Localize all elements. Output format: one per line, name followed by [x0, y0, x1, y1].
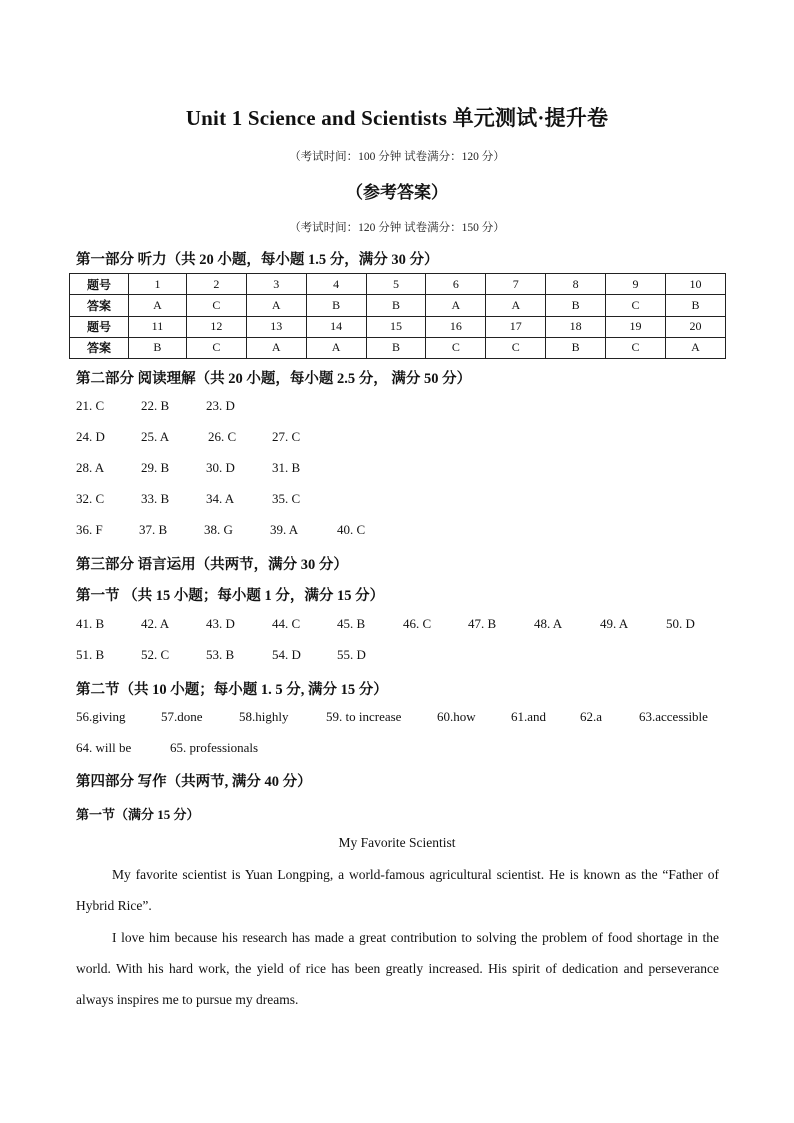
table-row — [70, 316, 726, 337]
table-cell: 9 — [606, 274, 666, 295]
answer-item: 36. F — [76, 522, 103, 537]
table-cell: 11 — [129, 316, 187, 337]
answer-item: 54. D — [272, 647, 301, 662]
table-cell: A — [246, 295, 306, 316]
table-cell: B — [546, 295, 606, 316]
table-cell: 19 — [606, 316, 666, 337]
table-cell: C — [606, 295, 666, 316]
answer-item: 30. D — [206, 460, 235, 475]
table-cell: B — [366, 337, 426, 358]
table-cell: 1 — [129, 274, 187, 295]
answer-item: 29. B — [141, 460, 170, 475]
table-cell: 4 — [306, 274, 366, 295]
table-cell: 15 — [366, 316, 426, 337]
table-row-header: 题号 — [70, 274, 129, 295]
table-cell: C — [186, 337, 246, 358]
table-row-header: 题号 — [70, 316, 129, 337]
answer-item: 48. A — [534, 616, 563, 631]
answer-item: 58.highly — [239, 709, 289, 724]
table-cell: 20 — [666, 316, 726, 337]
essay-title: My Favorite Scientist — [338, 835, 456, 850]
table-cell: C — [426, 337, 486, 358]
table-row-header: 答案 — [70, 295, 129, 316]
table-cell: 3 — [246, 274, 306, 295]
table-cell: 6 — [426, 274, 486, 295]
answer-item: 57.done — [161, 709, 203, 724]
answer-item: 27. C — [272, 429, 301, 444]
answer-item: 59. to increase — [326, 709, 402, 724]
table-cell: 5 — [366, 274, 426, 295]
answer-item: 52. C — [141, 647, 170, 662]
part3-section2-heading: 第二节（共 10 小题；每小题 1. 5 分, 满分 15 分） — [76, 682, 388, 698]
part2-heading: 第二部分 阅读理解（共 20 小题，每小题 2.5 分， 满分 50 分） — [76, 371, 472, 387]
answer-item: 31. B — [272, 460, 301, 475]
exam-info-1: （考试时间：100 分钟 试卷满分：120 分） — [289, 151, 505, 163]
answer-item: 53. B — [206, 647, 235, 662]
table-cell: B — [306, 295, 366, 316]
answer-item: 38. G — [204, 522, 233, 537]
table-cell: 10 — [666, 274, 726, 295]
table-cell: B — [366, 295, 426, 316]
answer-item: 39. A — [270, 522, 299, 537]
answer-item: 28. A — [76, 460, 105, 475]
part3-heading: 第三部分 语言运用（共两节，满分 30 分） — [76, 557, 348, 573]
answer-item: 26. C — [208, 429, 237, 444]
table-cell: A — [666, 337, 726, 358]
answer-item: 42. A — [141, 616, 170, 631]
answer-item: 21. C — [76, 398, 105, 413]
answer-item: 56.giving — [76, 709, 126, 724]
table-cell: 12 — [186, 316, 246, 337]
table-cell: A — [246, 337, 306, 358]
table-row-header: 答案 — [70, 337, 129, 358]
table-row — [70, 274, 726, 295]
answer-item: 40. C — [337, 522, 366, 537]
answer-item: 63.accessible — [639, 709, 708, 724]
answer-item: 50. D — [666, 616, 695, 631]
table-cell: 14 — [306, 316, 366, 337]
answer-item: 25. A — [141, 429, 170, 444]
table-cell: C — [486, 337, 546, 358]
answer-item: 61.and — [511, 709, 547, 724]
listening-answer-table — [69, 273, 726, 359]
answer-item: 41. B — [76, 616, 105, 631]
table-cell: 7 — [486, 274, 546, 295]
essay-paragraph: My favorite scientist is Yuan Longping, a world-famous agricultural scientist. He is known as the “Father of Hybrid Rice”. — [76, 867, 719, 913]
answer-item: 46. C — [403, 616, 432, 631]
answer-item: 23. D — [206, 398, 235, 413]
table-cell: B — [666, 295, 726, 316]
essay-paragraph: I love him because his research has made a great contribution to solving the problem of food shortage in the world. With his hard work, the yield of rice has been greatly increased. His spirit of dedication and perseverance always inspires me to pursue my dreams. — [76, 930, 719, 1007]
answer-item: 33. B — [141, 491, 170, 506]
answer-item: 45. B — [337, 616, 366, 631]
table-cell: 18 — [546, 316, 606, 337]
table-cell: 2 — [186, 274, 246, 295]
document-title: Unit 1 Science and Scientists 单元测试·提升卷 — [185, 106, 609, 130]
answer-item: 43. D — [206, 616, 235, 631]
table-row — [70, 337, 726, 358]
answer-item: 62.a — [580, 709, 603, 724]
table-cell: 16 — [426, 316, 486, 337]
part4-heading: 第四部分 写作（共两节, 满分 40 分） — [76, 774, 312, 790]
answer-item: 37. B — [139, 522, 168, 537]
answer-item: 35. C — [272, 491, 301, 506]
part1-heading: 第一部分 听力（共 20 小题，每小题 1.5 分，满分 30 分） — [76, 252, 439, 268]
table-cell: 17 — [486, 316, 546, 337]
table-cell: A — [129, 295, 187, 316]
answer-item: 32. C — [76, 491, 105, 506]
answer-item: 47. B — [468, 616, 497, 631]
table-cell: 8 — [546, 274, 606, 295]
answer-item: 60.how — [437, 709, 476, 724]
table-cell: 13 — [246, 316, 306, 337]
table-cell: C — [606, 337, 666, 358]
table-row — [70, 295, 726, 316]
table-cell: A — [426, 295, 486, 316]
answer-item: 65. professionals — [170, 740, 259, 755]
table-cell: A — [306, 337, 366, 358]
answer-item: 51. B — [76, 647, 105, 662]
answer-item: 34. A — [206, 491, 235, 506]
answer-item: 22. B — [141, 398, 170, 413]
table-cell: A — [486, 295, 546, 316]
answer-item: 49. A — [600, 616, 629, 631]
table-cell: B — [129, 337, 187, 358]
answer-item: 24. D — [76, 429, 105, 444]
table-cell: C — [186, 295, 246, 316]
part3-section1-heading: 第一节 （共 15 小题；每小题 1 分，满分 15 分） — [76, 588, 385, 604]
answer-item: 64. will be — [76, 740, 132, 755]
answer-item: 44. C — [272, 616, 301, 631]
part4-section1-heading: 第一节（满分 15 分） — [76, 807, 200, 822]
exam-info-2: （考试时间：120 分钟 试卷满分：150 分） — [289, 222, 505, 234]
answer-heading: （参考答案） — [346, 183, 448, 202]
table-cell: B — [546, 337, 606, 358]
answer-item: 55. D — [337, 647, 366, 662]
